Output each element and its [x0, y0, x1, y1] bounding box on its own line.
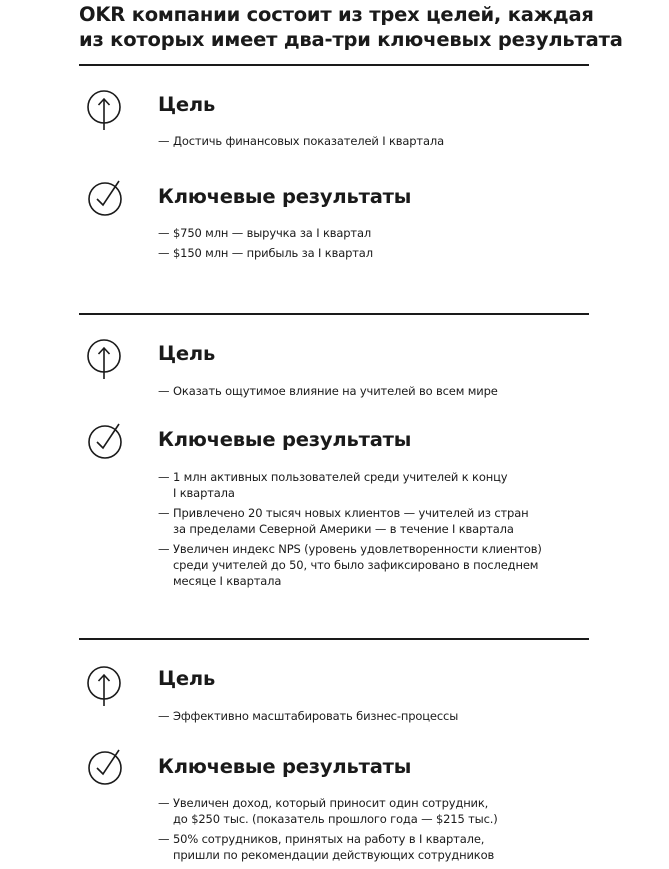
key-results-heading: Ключевые результаты [158, 185, 412, 208]
key-result-item: — Привлечено 20 тысяч новых клиентов — учителей из стран за пределами Северной Америки — в течение I квартала [158, 506, 529, 536]
check-circle-icon [85, 175, 125, 225]
section-divider-2 [79, 313, 589, 315]
key-result-item: — Увеличен доход, который приносит один сотрудник, до $250 тыс. (показатель прошлого года — $215 тыс.) [158, 796, 498, 826]
key-result-item: — $150 млн — прибыль за I квартал [158, 246, 373, 261]
key-result-item: — 1 млн активных пользователей среди учителей к концу I квартала [158, 470, 508, 500]
key-results-list [158, 470, 542, 594]
check-circle-icon [85, 744, 125, 794]
dash: — [158, 134, 170, 148]
page-title-line-1: OKR компании состоит из трех целей, каждая [79, 3, 594, 26]
arrow-up-circle-icon [84, 87, 124, 137]
section-divider-3 [79, 638, 589, 640]
key-results-heading: Ключевые результаты [158, 428, 412, 451]
goal-heading: Цель [158, 342, 216, 365]
arrow-up-circle-icon [84, 336, 124, 386]
key-result-item: — Увеличен индекс NPS (уровень удовлетворенности клиентов) среди учителей до 50, что было зафиксировано в последнем месяце I квартала [158, 542, 542, 588]
key-results-list [158, 226, 373, 267]
goal-text: — Эффективно масштабировать бизнес-процессы [158, 709, 459, 723]
key-results-list [158, 796, 498, 868]
check-circle-icon [85, 418, 125, 468]
goal-heading: Цель [158, 93, 216, 116]
section-divider-1 [79, 64, 589, 66]
arrow-up-circle-icon [84, 663, 124, 713]
goal-text: — Оказать ощутимое влияние на учителей во всем мире [158, 384, 498, 398]
key-result-item: — 50% сотрудников, принятых на работу в I квартале, пришли по рекомендации действующих сотрудников [158, 832, 495, 862]
page-title [79, 2, 639, 52]
page-title-line-2: из которых имеет два-три ключевых результата [79, 28, 623, 51]
goal-text: — Достичь финансовых показателей I квартала [158, 134, 444, 148]
key-results-heading: Ключевые результаты [158, 755, 412, 778]
key-result-item: — $750 млн — выручка за I квартал [158, 226, 372, 240]
goal-heading: Цель [158, 667, 216, 690]
